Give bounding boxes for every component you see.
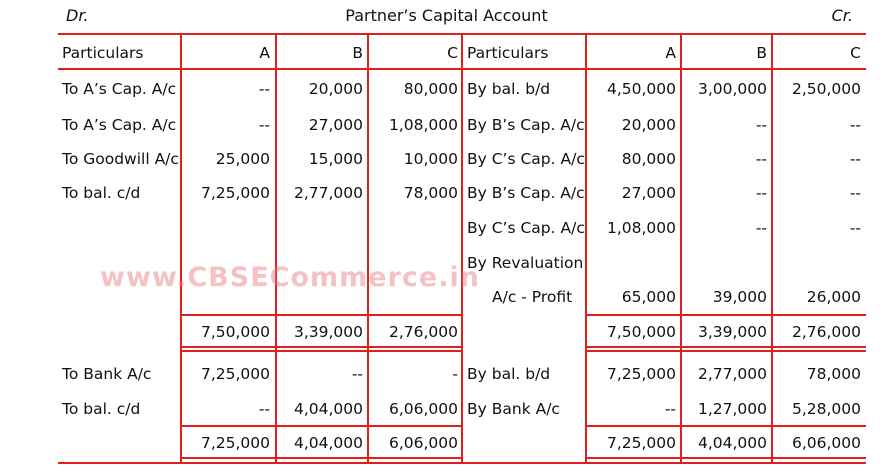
- s1-left-total-b: 3,39,000: [293, 323, 363, 341]
- s1-left-row-3-col-c: 78,000: [403, 184, 458, 202]
- s2-left-total-b: 4,04,000: [293, 434, 363, 452]
- rule-total1-top-left: [180, 314, 462, 316]
- s1-right-row-1-col-b: --: [755, 116, 767, 134]
- s1-left-row-1-col-b: 27,000: [308, 116, 363, 134]
- header-left-particulars: Particulars: [62, 44, 144, 62]
- s2-right-total-a: 7,25,000: [606, 434, 676, 452]
- s2-right-row-0-col-a: 7,25,000: [606, 365, 676, 383]
- s1-right-total-a: 7,50,000: [606, 323, 676, 341]
- s1-right-row-1-col-c: --: [849, 116, 861, 134]
- rule-total1-top-right: [585, 314, 866, 316]
- s1-right-row-0-col-b: 3,00,000: [697, 80, 767, 98]
- s1-right-row-4-particulars: By C’s Cap. A/c: [467, 219, 585, 237]
- s1-right-row-0-col-a: 4,50,000: [606, 80, 676, 98]
- header-left-b: B: [352, 44, 363, 62]
- header-left-c: C: [447, 44, 458, 62]
- s1-left-row-0-col-a: --: [258, 80, 270, 98]
- s2-right-row-1-particulars: By Bank A/c: [467, 400, 560, 418]
- s1-right-row-0-particulars: By bal. b/d: [467, 80, 551, 98]
- s1-left-row-3-particulars: To bal. c/d: [62, 184, 141, 202]
- rule-total2-top-left: [180, 425, 462, 427]
- header-left-a: A: [259, 44, 270, 62]
- s1-right-row-0-col-c: 2,50,000: [791, 80, 861, 98]
- s1-left-row-3-col-a: 7,25,000: [200, 184, 270, 202]
- s1-right-row-6-col-a: 65,000: [621, 288, 676, 306]
- s1-right-row-3-particulars: By B’s Cap. A/c: [467, 184, 585, 202]
- s1-right-row-1-particulars: By B’s Cap. A/c: [467, 116, 585, 134]
- s2-left-row-1-col-b: 4,04,000: [293, 400, 363, 418]
- debit-label: Dr.: [66, 6, 89, 25]
- s1-right-row-3-col-c: --: [849, 184, 861, 202]
- s1-left-row-2-col-b: 15,000: [308, 150, 363, 168]
- s2-right-row-0-col-c: 78,000: [806, 365, 861, 383]
- s2-left-total-a: 7,25,000: [200, 434, 270, 452]
- s2-right-row-1-col-c: 5,28,000: [791, 400, 861, 418]
- s1-right-row-6-col-c: 26,000: [806, 288, 861, 306]
- s1-right-row-3-col-b: --: [755, 184, 767, 202]
- s2-right-row-1-col-a: --: [664, 400, 676, 418]
- s1-right-row-4-col-a: 1,08,000: [606, 219, 676, 237]
- s1-left-row-1-particulars: To A’s Cap. A/c: [62, 116, 177, 134]
- s2-left-row-1-col-a: --: [258, 400, 270, 418]
- rule-total2-bottom-right: [585, 457, 866, 459]
- s1-right-row-2-col-b: --: [755, 150, 767, 168]
- s1-right-total-b: 3,39,000: [697, 323, 767, 341]
- s1-left-row-0-col-c: 80,000: [403, 80, 458, 98]
- col-divider-middle: [461, 33, 463, 464]
- s2-right-total-c: 6,06,000: [791, 434, 861, 452]
- account-title: Partner’s Capital Account: [345, 6, 548, 25]
- rule-total1-double-right: [585, 350, 866, 352]
- header-right-a: A: [665, 44, 676, 62]
- s2-left-row-0-col-b: --: [351, 365, 363, 383]
- rule-total1-bottom-right: [585, 346, 866, 348]
- s1-left-row-2-col-c: 10,000: [403, 150, 458, 168]
- s1-right-total-c: 2,76,000: [791, 323, 861, 341]
- s2-right-total-b: 4,04,000: [697, 434, 767, 452]
- s1-right-row-2-particulars: By C’s Cap. A/c: [467, 150, 585, 168]
- s2-left-row-1-particulars: To bal. c/d: [62, 400, 141, 418]
- header-right-particulars: Particulars: [467, 44, 549, 62]
- s1-left-row-0-col-b: 20,000: [308, 80, 363, 98]
- s1-right-row-4-col-c: --: [849, 219, 861, 237]
- s2-left-row-1-col-c: 6,06,000: [388, 400, 458, 418]
- s2-right-row-0-col-b: 2,77,000: [697, 365, 767, 383]
- s1-right-row-6-particulars: A/c - Profit: [492, 288, 573, 306]
- s1-left-total-a: 7,50,000: [200, 323, 270, 341]
- s2-right-row-1-col-b: 1,27,000: [697, 400, 767, 418]
- s2-right-row-0-particulars: By bal. b/d: [467, 365, 551, 383]
- s1-left-row-2-particulars: To Goodwill A/c: [62, 150, 179, 168]
- s1-right-row-4-col-b: --: [755, 219, 767, 237]
- header-right-c: C: [850, 44, 861, 62]
- header-right-b: B: [756, 44, 767, 62]
- rule-total1-bottom-left: [180, 346, 462, 348]
- s2-left-row-0-col-c: -: [452, 365, 458, 383]
- rule-total2-top-right: [585, 425, 866, 427]
- s2-left-row-0-col-a: 7,25,000: [200, 365, 270, 383]
- s1-right-row-6-col-b: 39,000: [712, 288, 767, 306]
- s1-right-row-5-particulars: By Revaluation: [467, 254, 584, 272]
- s1-right-row-3-col-a: 27,000: [621, 184, 676, 202]
- rule-total2-bottom-left: [180, 457, 462, 459]
- s1-right-row-2-col-a: 80,000: [621, 150, 676, 168]
- s1-right-row-2-col-c: --: [849, 150, 861, 168]
- s1-left-row-2-col-a: 25,000: [215, 150, 270, 168]
- rule-total1-double-left: [180, 350, 462, 352]
- s2-left-total-c: 6,06,000: [388, 434, 458, 452]
- s1-left-row-1-col-c: 1,08,000: [388, 116, 458, 134]
- credit-label: Cr.: [831, 6, 853, 25]
- s1-left-row-3-col-b: 2,77,000: [293, 184, 363, 202]
- s2-left-row-0-particulars: To Bank A/c: [62, 365, 152, 383]
- s1-right-row-1-col-a: 20,000: [621, 116, 676, 134]
- s1-left-total-c: 2,76,000: [388, 323, 458, 341]
- s1-left-row-0-particulars: To A’s Cap. A/c: [62, 80, 177, 98]
- s1-left-row-1-col-a: --: [258, 116, 270, 134]
- watermark: www.CBSECommerce.in: [100, 262, 480, 293]
